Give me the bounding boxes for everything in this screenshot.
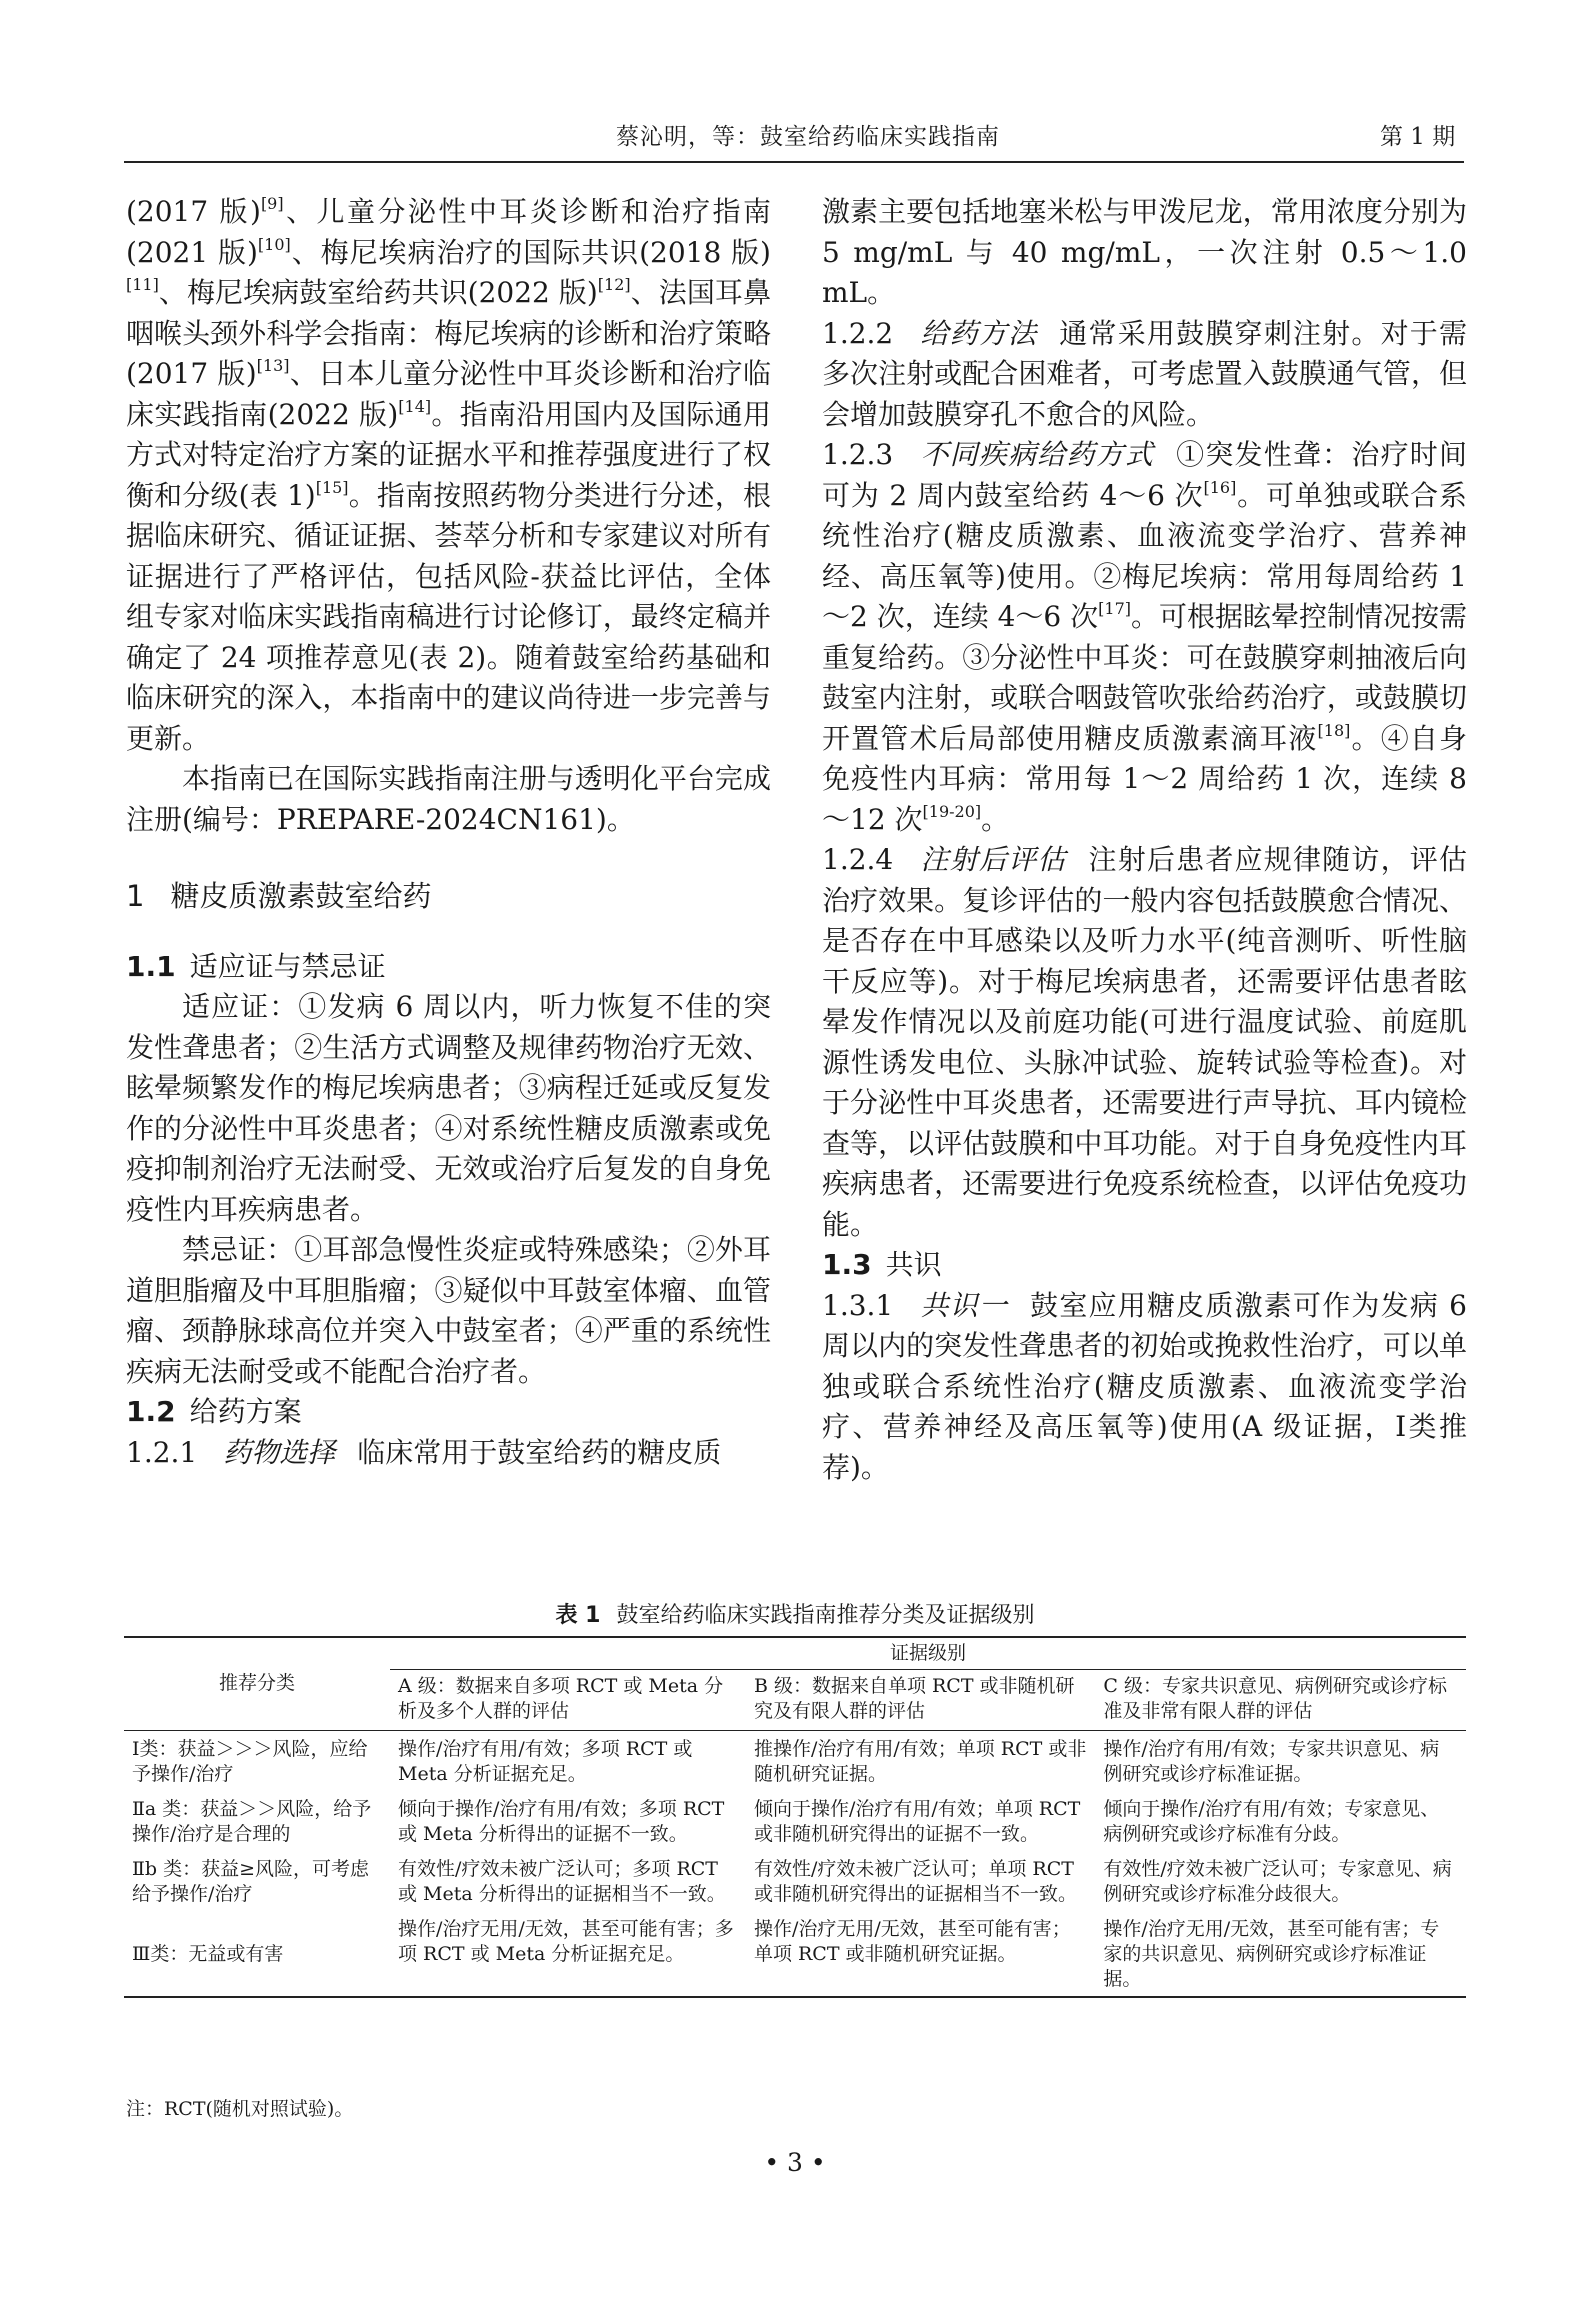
table-1-caption-text: 鼓室给药临床实践指南推荐分类及证据级别 [616, 1603, 1035, 1628]
subsection-1-2-1-number: 1.2.1 [126, 1435, 198, 1469]
subsection-1-2-3-text-segment: ①突发性聋：治疗时间可为 2 周内鼓室给药 4～6 次 [822, 438, 1467, 512]
subsection-1-2-3-number: 1.2.3 [822, 438, 894, 471]
subsection-1-3-1-paragraph [822, 1286, 1467, 1489]
table-1 [124, 1636, 1466, 1998]
subsection-1-3-number: 1.3 [822, 1248, 872, 1281]
continued-paragraph: 激素主要包括地塞米松与甲泼尼龙，常用浓度分别为 5 mg/mL 与 40 mg/mL，一次注射 0.5～1.0 mL。 [822, 195, 1467, 309]
citation-superscript: [13] [256, 356, 290, 375]
citation-superscript: [9] [260, 194, 284, 213]
subsection-1-2-3-text-segment: 。可单独或联合系统性治疗(糖皮质激素、血液流变学治疗、营养神经、高压氧等)使用。②梅尼埃病：常用每周给药 1～2 次，连续 4～6 次 [822, 478, 1467, 633]
subsection-1-2-4-text: 注射后患者应规律随访，评估治疗效果。复诊评估的一般内容包括鼓膜愈合情况、是否存在中耳感染以及听力水平(纯音测听、听性脑干反应等)。对于梅尼埃病患者，还需要评估患者眩晕发作情况以及前庭功能(可进行温度试验、前庭肌源性诱发电位、头脉冲试验、旋转试验等检查)。对于分泌性中耳炎患者，还需要进行声导抗、耳内镜检查等，以评估鼓膜和中耳功能。对于自身免疫性内耳疾病患者，还需要进行免疫系统检查，以评估免疫功能。 [822, 843, 1467, 1241]
table-row [124, 1791, 1466, 1851]
intro-text-segment: 、日本儿童分泌性中耳炎诊断和治疗临床实践指南(2022 版) [126, 357, 771, 431]
section-1-heading [126, 876, 771, 917]
table-cell-grade-b: 推操作/治疗有用/有效；单项 RCT 或非随机研究证据。 [753, 1738, 1087, 1785]
table-cell-class: Ⅲ类：无益或有害 [124, 1911, 390, 1997]
table-header-grade-c: C 级：专家共识意见、病例研究或诊疗标准及非常有限人群的评估 [1095, 1670, 1466, 1731]
subsection-1-2-2-number: 1.2.2 [822, 316, 894, 350]
citation-superscript: [10] [257, 234, 291, 254]
table-header-class: 推荐分类 [124, 1637, 390, 1731]
subsection-1-2-3-text [822, 438, 1467, 836]
intro-text-segment: 、法国耳鼻咽喉头颈外科学会指南：梅尼埃病的诊断和治疗策略(2017 版) [126, 276, 771, 390]
table-1-label: 表 1 [555, 1603, 601, 1628]
table-cell-class: Ⅱb 类：获益≥风险，可考虑给予操作/治疗 [132, 1858, 370, 1905]
subsection-1-2-heading [126, 1392, 771, 1433]
table-row [124, 1851, 1466, 1911]
subsection-1-3-heading [822, 1245, 1467, 1286]
table-cell-grade-c: 操作/治疗无用/无效，甚至可能有害；专家的共识意见、病例研究或诊疗标准证据。 [1095, 1911, 1466, 1997]
table-cell-grade-b: 倾向于操作/治疗有用/有效；单项 RCT 或非随机研究得出的证据不一致。 [753, 1798, 1081, 1845]
subsection-1-2-3-text-segment: 。可根据眩晕控制情况按需重复给药。③分泌性中耳炎：可在鼓膜穿刺抽液后向鼓室内注射，或联合咽鼓管吹张给药治疗，或鼓膜切开置管术后局部使用糖皮质激素滴耳液 [822, 600, 1468, 755]
intro-text-segment: 、儿童分泌性中耳炎诊断和治疗指南(2021 版) [126, 195, 771, 269]
subsection-1-2-1-text: 临床常用于鼓室给药的糖皮质 [357, 1435, 722, 1469]
table-header-evidence: 证据级别 [390, 1637, 1466, 1670]
subsection-1-3-1-text: 鼓室应用糖皮质激素可作为发病 6 周以内的突发性聋患者的初始或挽救性治疗，可以单独或联合系统性治疗(糖皮质激素、血液流变学治疗、营养神经及高压氧等)使用(A 级证据，Ⅰ类推荐)。 [822, 1288, 1467, 1484]
table-cell-grade-c: 操作/治疗有用/有效；专家共识意见、病例研究或诊疗标准证据。 [1103, 1738, 1440, 1785]
table-cell-class: Ⅱa 类：获益＞＞风险，给予操作/治疗是合理的 [132, 1798, 372, 1845]
right-column [822, 192, 1467, 1488]
subsection-1-2-3-keyword: 不同疾病给药方式 [919, 438, 1155, 471]
left-column [126, 192, 771, 1473]
subsection-1-1-number: 1.1 [126, 949, 176, 983]
subsection-1-2-2-keyword: 给药方法 [919, 316, 1038, 350]
subsection-1-2-3-text-segment: 。④自身免疫性内耳病：常用每 1～2 周给药 1 次，连续 8～12 次 [822, 721, 1467, 836]
contraindications-paragraph: 禁忌证：①耳部急慢性炎症或特殊感染；②外耳道胆脂瘤及中耳胆脂瘤；③疑似中耳鼓室体瘤、血管瘤、颈静脉球高位并突入中鼓室者；④严重的系统性疾病无法耐受或不能配合治疗者。 [126, 1233, 771, 1388]
table-cell-grade-a: 操作/治疗有用/有效；多项 RCT 或 Meta 分析证据充足。 [398, 1738, 693, 1785]
subsection-1-2-4-number: 1.2.4 [822, 843, 894, 876]
intro-text-segment: 。指南按照药物分类进行分述，根据临床研究、循证证据、荟萃分析和专家建议对所有证据进行了严格评估，包括风险-获益比评估，全体组专家对临床实践指南稿进行讨论修订，最终定稿并确定了 24 项推荐意见(表 2)。随着鼓室给药基础和临床研究的深入，本指南中的建议尚待进一步完善与更新。 [126, 478, 771, 755]
running-header-issue: 第 1 期 [1380, 124, 1456, 150]
table-cell-grade-a: 有效性/疗效未被广泛认可；多项 RCT 或 Meta 分析得出的证据相当不一致。 [398, 1858, 726, 1905]
citation-superscript: [17] [1098, 599, 1131, 618]
registration-paragraph: 本指南已在国际实践指南注册与透明化平台完成注册(编号：PREPARE-2024CN161)。 [126, 762, 771, 836]
intro-text-segment: 、梅尼埃病治疗的国际共识(2018 版) [290, 235, 771, 269]
intro-text-segment: (2017 版) [126, 195, 261, 228]
table-cell-grade-a: 操作/治疗无用/无效，甚至可能有害；多项 RCT 或 Meta 分析证据充足。 [390, 1911, 746, 1997]
subsection-1-1-heading [126, 947, 771, 988]
section-1-title: 糖皮质激素鼓室给药 [170, 879, 432, 913]
citation-superscript: [12] [597, 275, 631, 294]
subsection-1-2-4-keyword: 注射后评估 [919, 843, 1067, 876]
citation-superscript: [19-20] [922, 801, 982, 821]
subsection-1-2-3-paragraph [822, 435, 1467, 840]
table-1-caption [0, 1598, 1590, 1629]
page-number: • 3 • [764, 2148, 826, 2177]
subsection-1-2-2-text: 通常采用鼓膜穿刺注射。对于需多次注射或配合困难者，可考虑置入鼓膜通气管，但会增加鼓膜穿孔不愈合的风险。 [822, 316, 1467, 431]
subsection-1-2-3-text-segment: 。 [981, 802, 1010, 836]
subsection-1-2-number: 1.2 [126, 1395, 176, 1428]
indications-paragraph: 适应证：①发病 6 周以内，听力恢复不佳的突发性聋患者；②生活方式调整及规律药物治疗无效、眩晕频繁发作的梅尼埃病患者；③病程迁延或反复发作的分泌性中耳炎患者；④对系统性糖皮质激素或免疫抑制剂治疗无法耐受、无效或治疗后复发的自身免疫性内耳疾病患者。 [126, 990, 771, 1226]
subsection-1-3-1-keyword: 共识一 [919, 1288, 1009, 1322]
table-cell-grade-c: 倾向于操作/治疗有用/有效；专家意见、病例研究或诊疗标准有分歧。 [1103, 1798, 1440, 1845]
subsection-1-2-1-paragraph [126, 1433, 771, 1474]
subsection-1-3-1-number: 1.3.1 [822, 1288, 894, 1322]
table-header-grade-b: B 级：数据来自单项 RCT 或非随机研究及有限人群的评估 [746, 1670, 1095, 1731]
citation-superscript: [11] [126, 275, 159, 294]
table-cell-grade-b: 有效性/疗效未被广泛认可；单项 RCT 或非随机研究得出的证据相当不一致。 [753, 1858, 1077, 1905]
header-rule [124, 161, 1464, 163]
citation-superscript: [14] [398, 396, 432, 416]
table-header-grade-a: A 级：数据来自多项 RCT 或 Meta 分析及多个人群的评估 [390, 1670, 746, 1731]
table-cell-grade-a: 倾向于操作/治疗有用/有效；多项 RCT 或 Meta 分析得出的证据不一致。 [398, 1798, 725, 1845]
section-1-number: 1 [126, 879, 145, 913]
citation-superscript: [16] [1203, 477, 1237, 497]
running-header-title: 蔡沁明，等：鼓室给药临床实践指南 [616, 124, 1000, 150]
citation-superscript: [18] [1317, 720, 1351, 740]
table-cell-grade-b: 操作/治疗无用/无效，甚至可能有害；单项 RCT 或非随机研究证据。 [746, 1911, 1095, 1997]
intro-paragraph [126, 192, 771, 759]
intro-text-segment: 。指南沿用国内及国际通用方式对特定治疗方案的证据水平和推荐强度进行了权衡和分级(表 1) [126, 397, 771, 512]
subsection-1-2-title: 给药方案 [189, 1395, 302, 1428]
citation-superscript: [15] [315, 477, 349, 497]
table-row [124, 1731, 1466, 1792]
subsection-1-3-title: 共识 [885, 1248, 942, 1281]
subsection-1-1-title: 适应证与禁忌证 [189, 949, 386, 983]
subsection-1-2-1-keyword: 药物选择 [223, 1435, 336, 1469]
table-cell-class: Ⅰ类：获益＞＞＞风险，应给予操作/治疗 [132, 1738, 368, 1785]
subsection-1-2-2-paragraph [822, 314, 1467, 436]
subsection-1-2-4-paragraph [822, 840, 1467, 1245]
table-cell-grade-c: 有效性/疗效未被广泛认可；专家意见、病例研究或诊疗标准分歧很大。 [1103, 1858, 1452, 1905]
intro-text-segment: 、梅尼埃病鼓室给药共识(2022 版) [158, 276, 598, 309]
table-1-note: 注：RCT(随机对照试验)。 [126, 2098, 354, 2120]
table-row [124, 1911, 1466, 1997]
